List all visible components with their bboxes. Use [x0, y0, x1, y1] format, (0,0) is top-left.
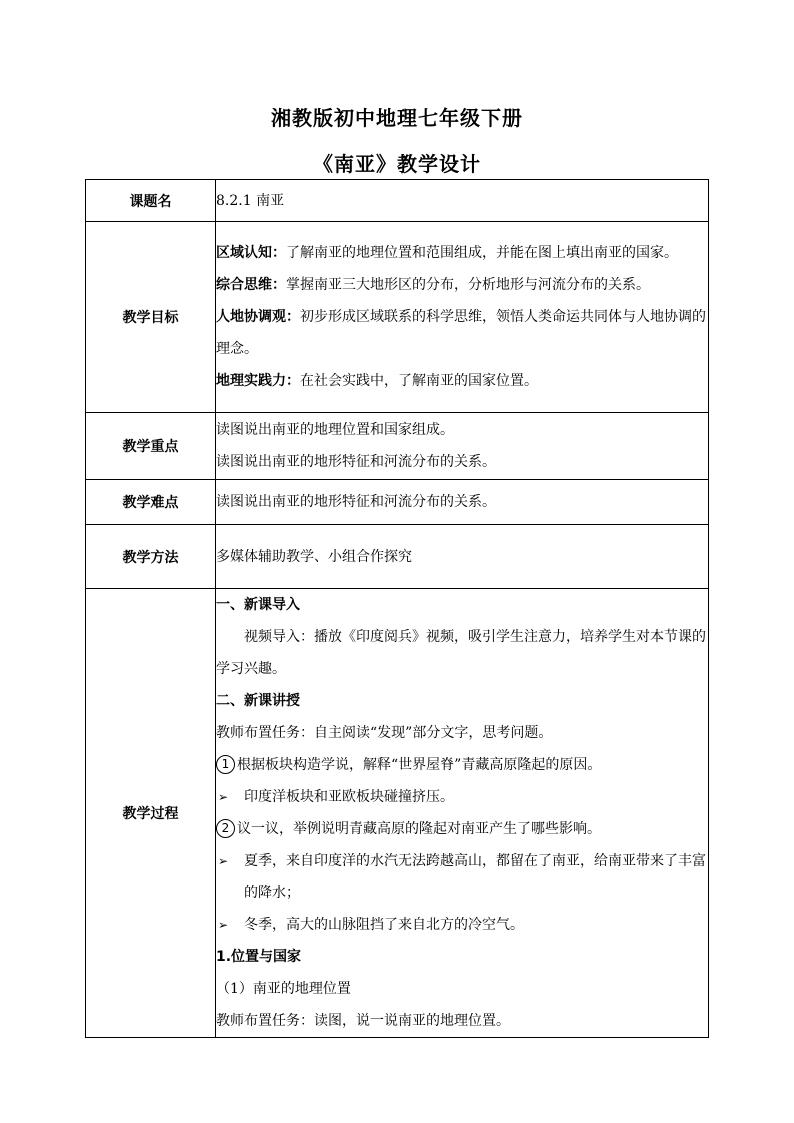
process-label: 教学过程	[86, 589, 216, 1038]
goal-item	[216, 365, 708, 397]
goal-text: 掌握南亚三大地形区的分布，分析地形与河流分布的关系。	[286, 277, 650, 293]
answer-text: 夏季，来自印度洋的水汽无法跨越高山，都留在了南亚，给南亚带来了丰富的降水；	[244, 853, 706, 901]
circled-number: 1	[216, 755, 235, 774]
goal-heading: 区域认知：	[216, 245, 286, 261]
table-row-process	[86, 589, 709, 1038]
goal-item	[216, 269, 708, 301]
arrow-bullet-icon: ➢	[218, 790, 229, 804]
answer-bullet	[216, 845, 708, 909]
answer-bullet	[216, 781, 708, 813]
section-heading: 二、新课讲授	[216, 693, 300, 709]
goal-text: 初步形成区域联系的科学思维，领悟人类命运共同体与人地协调的理念。	[216, 309, 706, 357]
goal-item	[216, 301, 708, 365]
table-row-goals	[86, 222, 709, 413]
goal-heading: 人地协调观：	[216, 309, 300, 325]
document-subtitle: 《南亚》教学设计	[313, 152, 481, 176]
goal-heading: 地理实践力：	[216, 373, 300, 389]
key-point: 读图说出南亚的地形特征和河流分布的关系。	[216, 454, 496, 470]
answer-text: 冬季，高大的山脉阻挡了来自北方的冷空气。	[244, 917, 524, 933]
goal-item	[216, 237, 708, 269]
question-text: 根据板块构造学说，解释“世界屋脊”青藏高原隆起的原因。	[237, 757, 602, 773]
question-item	[216, 749, 708, 781]
paragraph: 视频导入：播放《印度阅兵》视频，吸引学生注意力，培养学生对本节课的学习兴趣。	[216, 629, 706, 677]
goals-label: 教学目标	[86, 222, 216, 413]
subsection-item: （1）南亚的地理位置	[216, 981, 351, 997]
goal-heading: 综合思维：	[216, 277, 286, 293]
method-value: 多媒体辅助教学、小组合作探究	[216, 525, 709, 589]
circled-number: 2	[216, 819, 235, 838]
arrow-bullet-icon: ➢	[218, 918, 229, 932]
subsection-heading: 1.位置与国家	[216, 949, 302, 965]
paragraph: 教师布置任务：读图，说一说南亚的地理位置。	[216, 1013, 510, 1029]
topic-label: 课题名	[86, 180, 216, 222]
process-content	[216, 589, 709, 1038]
answer-text: 印度洋板块和亚欧板块碰撞挤压。	[244, 789, 454, 805]
key-point: 读图说出南亚的地理位置和国家组成。	[216, 422, 454, 438]
arrow-bullet-icon: ➢	[218, 854, 229, 868]
section-heading: 一、新课导入	[216, 597, 300, 613]
paragraph: 教师布置任务：自主阅读“发现”部分文字，思考问题。	[216, 725, 553, 741]
topic-value: 8.2.1 南亚	[216, 180, 709, 222]
difficulty-value: 读图说出南亚的地形特征和河流分布的关系。	[216, 480, 709, 525]
question-text: 议一议，举例说明青藏高原的隆起对南亚产生了哪些影响。	[237, 821, 601, 837]
key-label: 教学重点	[86, 413, 216, 480]
lesson-plan-table	[85, 179, 709, 1038]
key-content	[216, 413, 709, 480]
document-title: 湘教版初中地理七年级下册	[271, 106, 523, 130]
table-row-topic	[86, 180, 709, 222]
table-row-difficulty	[86, 480, 709, 525]
method-label: 教学方法	[86, 525, 216, 589]
goal-text: 在社会实践中，了解南亚的国家位置。	[300, 373, 538, 389]
table-row-method	[86, 525, 709, 589]
answer-bullet	[216, 909, 708, 941]
question-item	[216, 813, 708, 845]
difficulty-label: 教学难点	[86, 480, 216, 525]
goal-text: 了解南亚的地理位置和范围组成，并能在图上填出南亚的国家。	[286, 245, 678, 261]
goals-content	[216, 222, 709, 413]
table-row-key-points	[86, 413, 709, 480]
